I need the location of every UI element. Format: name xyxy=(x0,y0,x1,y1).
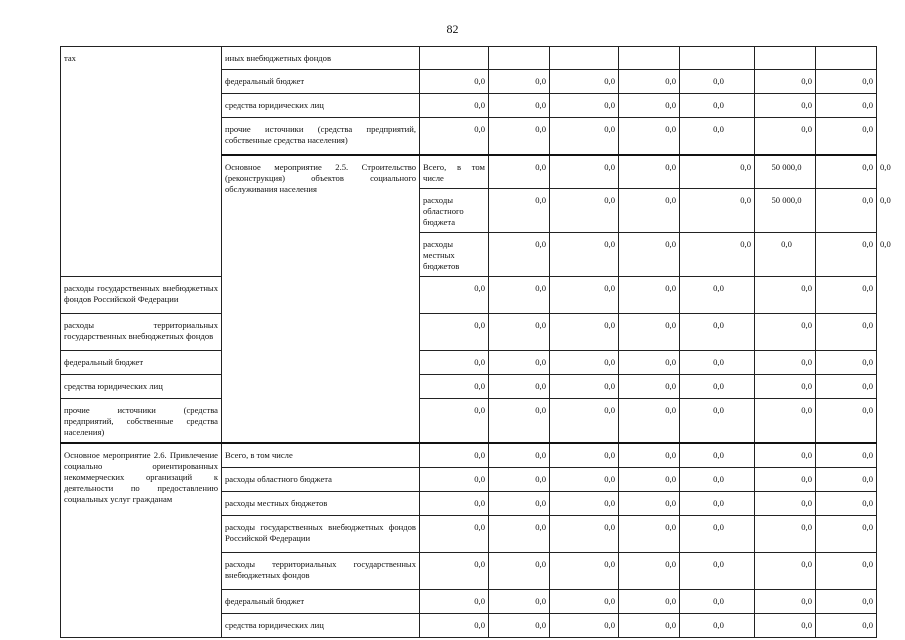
budget-table xyxy=(60,46,891,638)
value-cell: 0,0 xyxy=(680,590,755,614)
table-row xyxy=(61,277,877,314)
value-cell: 0,0 xyxy=(489,189,550,233)
value-cell: 0,0 xyxy=(619,277,680,314)
value-cell: 0,0 xyxy=(420,70,489,94)
funding-source-cell: средства юридических лиц xyxy=(61,375,222,399)
value-cell: 0,0 xyxy=(489,590,550,614)
value-cell: 0,0 xyxy=(420,553,489,590)
value-cell: 0,0 xyxy=(489,314,550,351)
value-cell: 0,0 xyxy=(420,516,489,553)
table-row xyxy=(61,399,877,444)
value-cell: 0,0 xyxy=(550,118,619,156)
funding-source-cell: средства юридических лиц xyxy=(222,94,420,118)
value-cell: 0,0 xyxy=(619,94,680,118)
value-cell: 0,0 xyxy=(420,94,489,118)
value-cell: 0,0 xyxy=(680,492,755,516)
value-cell: 0,0 xyxy=(755,590,816,614)
value-cell: 0,0 xyxy=(550,155,619,189)
funding-source-cell: иных внебюджетных фондов xyxy=(222,47,420,70)
value-cell xyxy=(755,47,816,70)
value-cell: 0,0 xyxy=(816,590,877,614)
activity-cell: Основное мероприятие 2.6. Привлечение социально ориентированных некоммерческих организаций к деятельности по предоставлению социальных услуг гражданам xyxy=(61,443,222,638)
value-cell: 0,0 xyxy=(680,277,755,314)
value-cell: 0,0 xyxy=(420,314,489,351)
value-cell: 0,0 xyxy=(816,189,877,233)
value-cell: 0,0 xyxy=(489,468,550,492)
value-cell: 0,0 xyxy=(550,516,619,553)
value-cell: 0,0 xyxy=(816,492,877,516)
value-cell: 0,0 xyxy=(420,277,489,314)
value-cell: 0,0 xyxy=(816,351,877,375)
value-cell: 0,0 xyxy=(420,351,489,375)
value-cell: 0,0 xyxy=(489,94,550,118)
value-cell: 0,0 xyxy=(680,155,755,189)
activity-cell: тах xyxy=(61,47,222,277)
funding-source-cell: расходы государственных внебюджетных фондов Российской Федерации xyxy=(222,516,420,553)
value-cell: 0,0 xyxy=(816,155,877,189)
value-cell: 0,0 xyxy=(619,375,680,399)
value-cell: 0,0 xyxy=(680,94,755,118)
value-cell: 0,0 xyxy=(619,492,680,516)
value-cell: 0,0 xyxy=(489,443,550,468)
value-cell: 0,0 xyxy=(550,590,619,614)
value-cell: 0,0 xyxy=(619,70,680,94)
page-number: 82 xyxy=(446,22,459,36)
value-cell: 0,0 xyxy=(680,468,755,492)
value-cell: 0,0 xyxy=(755,233,816,277)
value-cell: 0,0 xyxy=(550,375,619,399)
table-row xyxy=(61,375,877,399)
value-cell xyxy=(619,47,680,70)
value-cell xyxy=(550,47,619,70)
funding-source-cell: расходы территориальных государственных внебюджетных фондов xyxy=(222,553,420,590)
value-cell: 0,0 xyxy=(550,70,619,94)
funding-source-cell: Всего, в том числе xyxy=(420,155,489,189)
value-cell: 0,0 xyxy=(816,118,877,156)
value-cell: 0,0 xyxy=(489,70,550,94)
funding-source-cell: федеральный бюджет xyxy=(222,70,420,94)
value-cell: 0,0 xyxy=(680,375,755,399)
value-cell: 0,0 xyxy=(755,94,816,118)
value-cell: 0,0 xyxy=(680,443,755,468)
value-cell: 50 000,0 xyxy=(755,155,816,189)
value-cell: 0,0 xyxy=(550,399,619,444)
funding-source-cell: расходы местных бюджетов xyxy=(420,233,489,277)
value-cell: 0,0 xyxy=(755,492,816,516)
value-cell: 0,0 xyxy=(755,314,816,351)
table-row xyxy=(61,443,877,468)
value-cell: 0,0 xyxy=(619,155,680,189)
value-cell: 0,0 xyxy=(550,233,619,277)
table-row: расходы местных бюджетов 0,0 0,0 0,0 0,0 0,0 0,0 0,0 xyxy=(61,233,877,277)
value-cell: 0,0 xyxy=(755,375,816,399)
value-cell: 0,0 xyxy=(816,614,877,638)
value-cell: 0,0 xyxy=(550,553,619,590)
funding-source-cell: расходы местных бюджетов xyxy=(222,492,420,516)
value-cell: 0,0 xyxy=(550,314,619,351)
value-cell: 0,0 xyxy=(489,614,550,638)
value-cell: 0,0 xyxy=(755,516,816,553)
value-cell: 0,0 xyxy=(489,516,550,553)
funding-source-cell: прочие источники (средства предприятий, собственные средства населения) xyxy=(61,399,222,444)
value-cell: 0,0 xyxy=(489,155,550,189)
table-row xyxy=(61,47,877,70)
value-cell: 0,0 xyxy=(680,614,755,638)
value-cell: 0,0 xyxy=(816,443,877,468)
value-cell: 0,0 xyxy=(550,492,619,516)
funding-source-cell: федеральный бюджет xyxy=(222,590,420,614)
value-cell: 0,0 xyxy=(755,351,816,375)
value-cell: 0,0 xyxy=(680,233,755,277)
value-cell: 0,0 xyxy=(489,553,550,590)
value-cell: 0,0 xyxy=(489,277,550,314)
value-cell: 0,0 xyxy=(550,189,619,233)
value-cell: 0,0 xyxy=(550,351,619,375)
value-cell: 0,0 xyxy=(680,189,755,233)
table-row: расходы областного бюджета 0,0 0,0 0,0 0,0 50 000,0 0,0 0,0 xyxy=(61,189,877,233)
value-cell: 0,0 xyxy=(489,233,550,277)
value-cell: 0,0 xyxy=(420,492,489,516)
value-cell: 0,0 xyxy=(619,443,680,468)
funding-source-cell: Всего, в том числе xyxy=(222,443,420,468)
value-cell: 0,0 xyxy=(420,399,489,444)
value-cell: 0,0 xyxy=(420,118,489,156)
value-cell: 0,0 xyxy=(619,614,680,638)
table-row xyxy=(61,351,877,375)
value-cell: 0,0 xyxy=(816,314,877,351)
value-cell: 0,0 xyxy=(816,553,877,590)
value-cell: 0,0 xyxy=(619,314,680,351)
value-cell: 0,0 xyxy=(816,70,877,94)
funding-source-cell: расходы территориальных государственных внебюджетных фондов xyxy=(61,314,222,351)
value-cell: 0,0 xyxy=(755,553,816,590)
value-cell: 0,0 xyxy=(489,375,550,399)
value-cell: 0,0 xyxy=(489,492,550,516)
value-cell: 0,0 xyxy=(755,277,816,314)
value-cell: 0,0 xyxy=(489,399,550,444)
value-cell: 0,0 xyxy=(420,468,489,492)
value-cell: 0,0 xyxy=(550,468,619,492)
value-cell: 0,0 xyxy=(816,516,877,553)
value-cell: 0,0 xyxy=(680,70,755,94)
funding-source-cell: расходы государственных внебюджетных фондов Российской Федерации xyxy=(61,277,222,314)
value-cell: 0,0 xyxy=(680,516,755,553)
value-cell: 0,0 xyxy=(550,277,619,314)
table-row: Основное мероприятие 2.5. Строительство (реконструкция) объектов социального обслуживания населения Всего, в том числе 0,0 0,0 0,0 0,0 50 000,0 0,0 0,0 xyxy=(61,155,877,189)
value-cell: 0,0 xyxy=(619,233,680,277)
value-cell: 0,0 xyxy=(816,94,877,118)
value-cell: 0,0 xyxy=(489,118,550,156)
value-cell: 0,0 xyxy=(816,277,877,314)
value-cell: 0,0 xyxy=(816,468,877,492)
value-cell: 0,0 xyxy=(550,614,619,638)
value-cell: 0,0 xyxy=(680,314,755,351)
value-cell: 0,0 xyxy=(680,118,755,156)
value-cell: 0,0 xyxy=(420,614,489,638)
value-cell: 0,0 xyxy=(619,590,680,614)
value-cell xyxy=(816,47,877,70)
funding-source-cell: расходы областного бюджета xyxy=(222,468,420,492)
value-cell: 0,0 xyxy=(550,443,619,468)
value-cell: 0,0 xyxy=(619,553,680,590)
value-cell: 0,0 xyxy=(816,233,877,277)
value-cell: 0,0 xyxy=(550,94,619,118)
value-cell: 0,0 xyxy=(619,399,680,444)
funding-source-cell: средства юридических лиц xyxy=(222,614,420,638)
funding-source-cell: прочие источники (средства предприятий, собственные средства населения) xyxy=(222,118,420,156)
value-cell: 0,0 xyxy=(420,590,489,614)
value-cell: 0,0 xyxy=(755,70,816,94)
value-cell xyxy=(420,47,489,70)
value-cell: 0,0 xyxy=(619,516,680,553)
value-cell: 0,0 xyxy=(619,351,680,375)
value-cell: 0,0 xyxy=(420,375,489,399)
value-cell: 0,0 xyxy=(755,118,816,156)
value-cell: 0,0 xyxy=(816,399,877,444)
value-cell: 0,0 xyxy=(680,351,755,375)
value-cell xyxy=(489,47,550,70)
funding-source-cell: расходы областного бюджета xyxy=(420,189,489,233)
value-cell: 0,0 xyxy=(816,375,877,399)
value-cell: 0,0 xyxy=(619,468,680,492)
value-cell: 0,0 xyxy=(755,468,816,492)
table-row xyxy=(61,314,877,351)
value-cell: 0,0 xyxy=(680,399,755,444)
value-cell xyxy=(680,47,755,70)
value-cell: 50 000,0 xyxy=(755,189,816,233)
value-cell: 0,0 xyxy=(420,443,489,468)
value-cell: 0,0 xyxy=(489,351,550,375)
value-cell: 0,0 xyxy=(680,553,755,590)
value-cell: 0,0 xyxy=(619,189,680,233)
value-cell: 0,0 xyxy=(619,118,680,156)
value-cell: 0,0 xyxy=(755,614,816,638)
value-cell: 0,0 xyxy=(755,443,816,468)
activity-cell: Основное мероприятие 2.5. Строительство (реконструкция) объектов социального обслуживания населения xyxy=(222,155,420,443)
table-body xyxy=(61,47,891,638)
value-cell: 0,0 xyxy=(755,399,816,444)
funding-source-cell: федеральный бюджет xyxy=(61,351,222,375)
